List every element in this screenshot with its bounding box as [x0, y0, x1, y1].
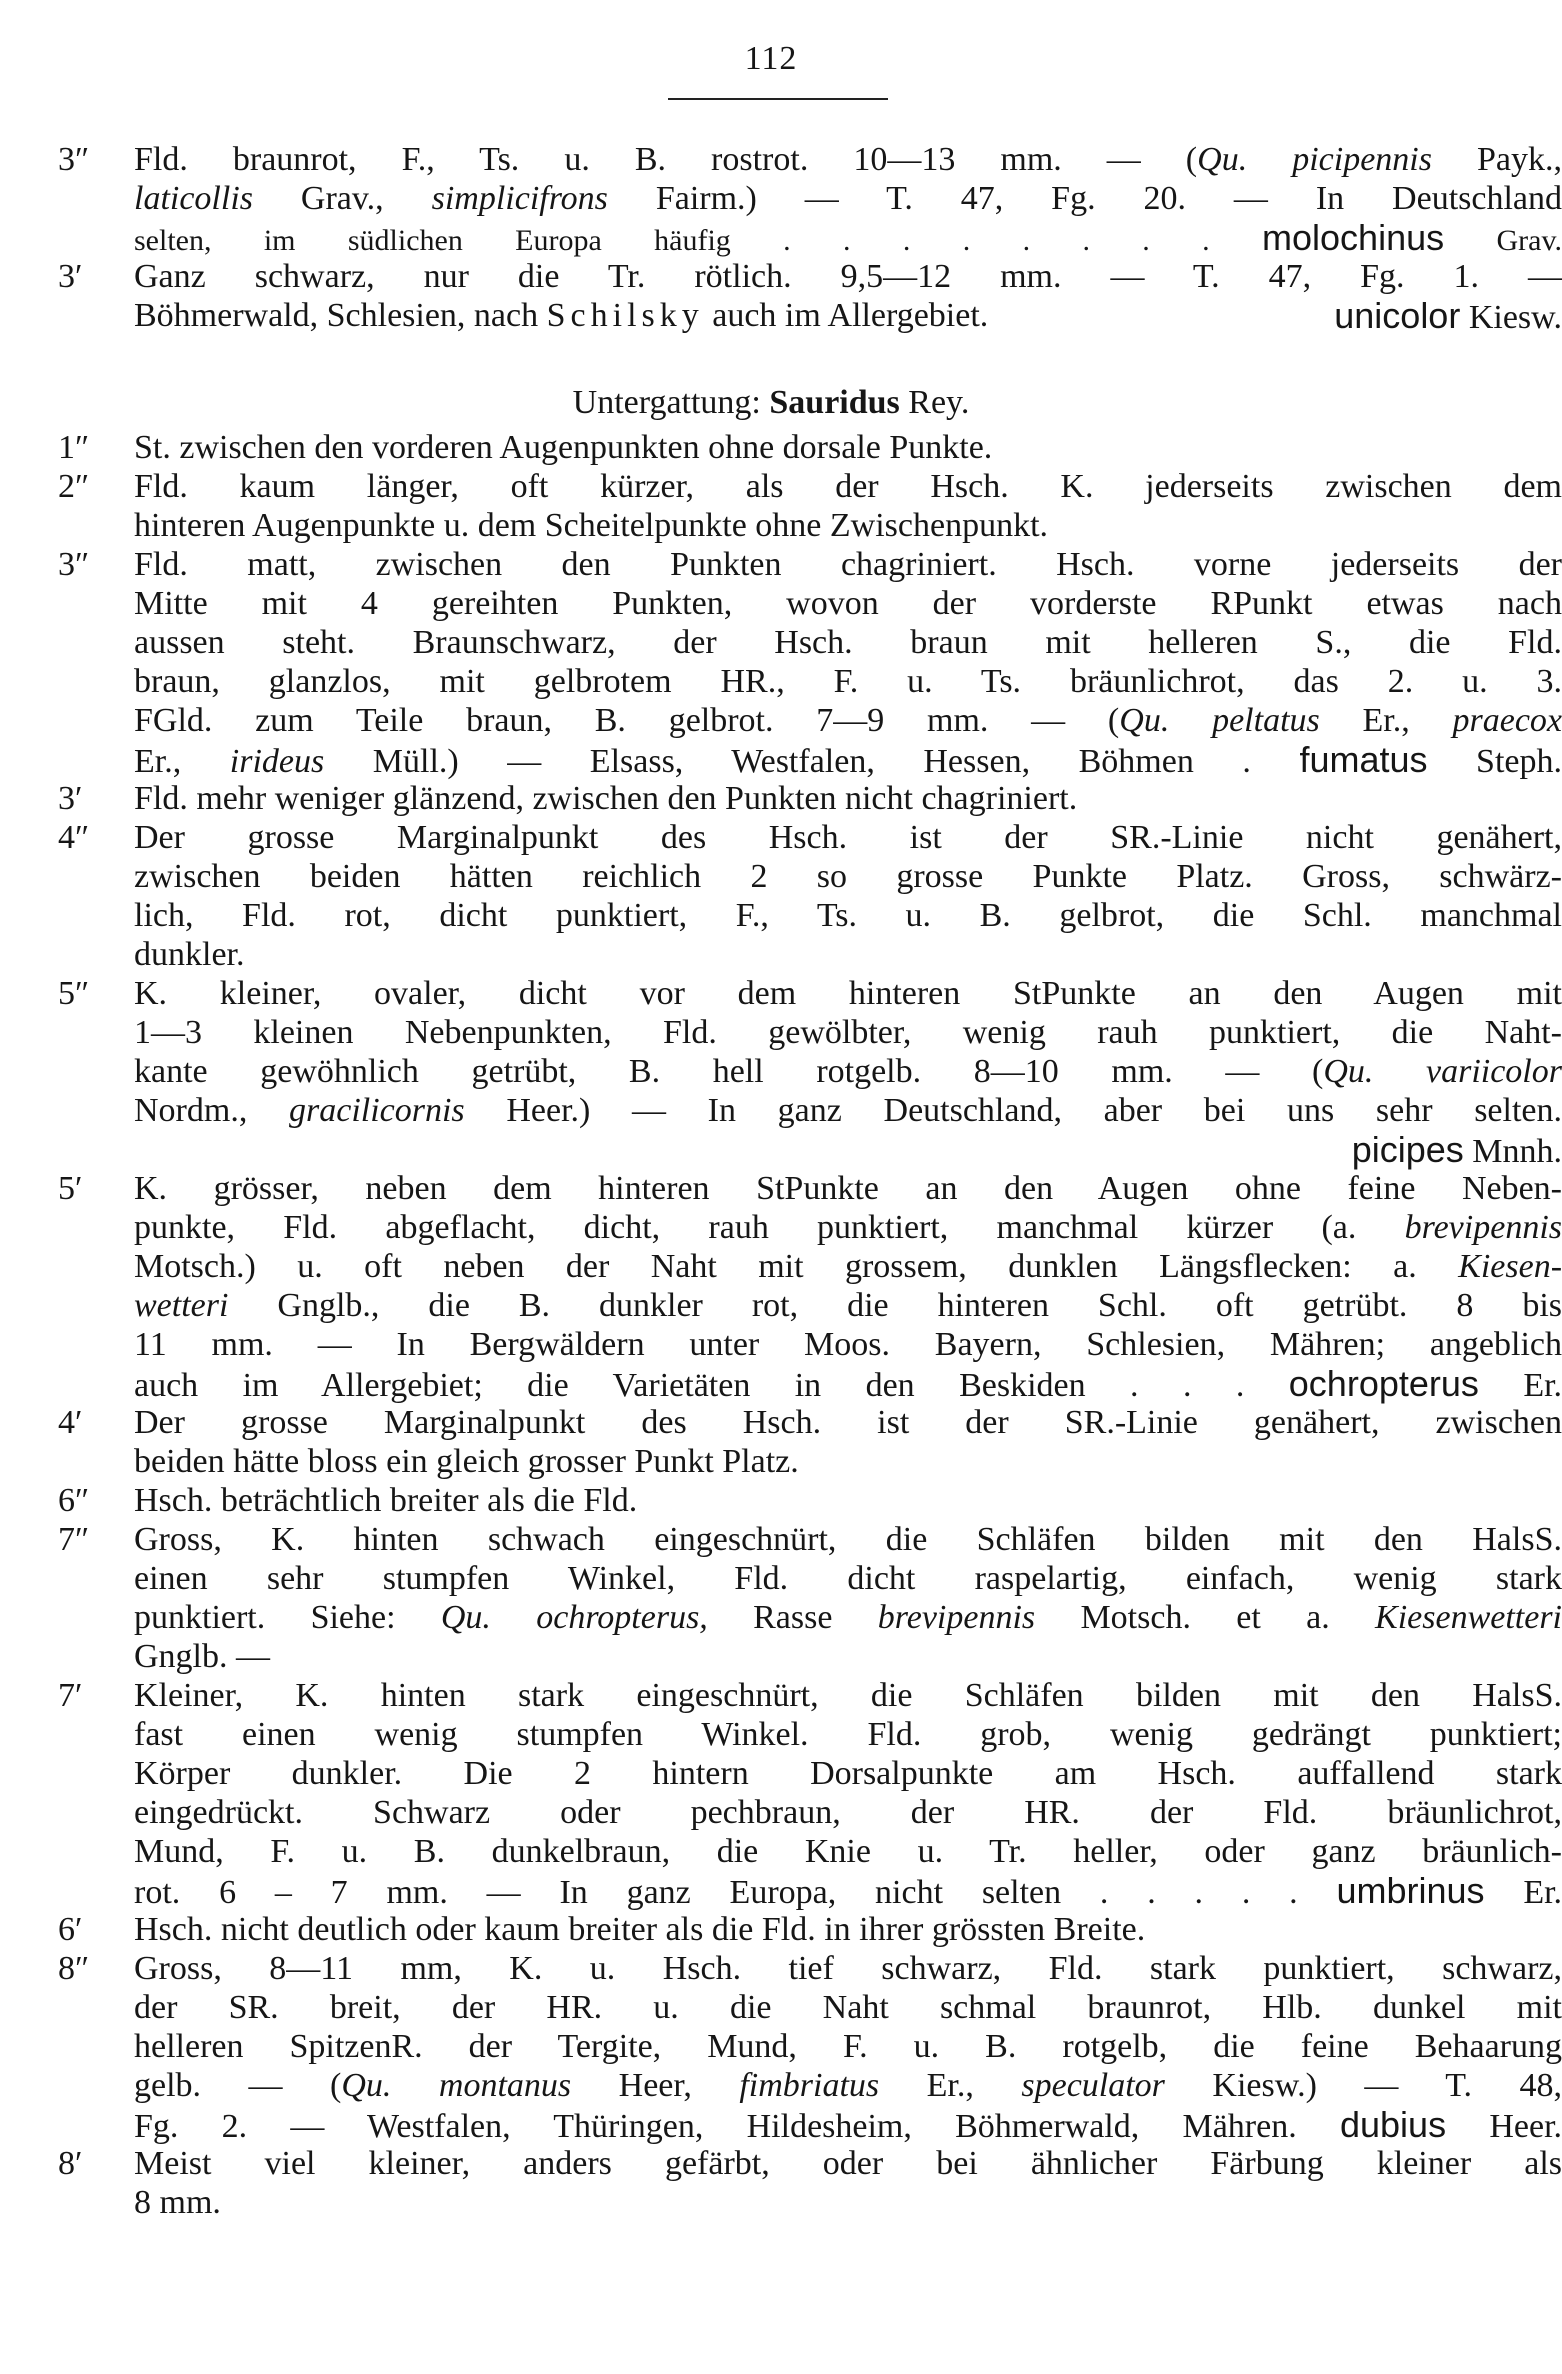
- couplet-number: 8′: [58, 2145, 83, 2182]
- text-line: punktiert. Siehe: Qu. ochropterus, Rasse brevipennis Motsch. et a. Kiesenwetteri: [134, 1599, 1562, 1636]
- text-line: punkte, Fld. abgeflacht, dicht, rauh punktiert, manchmal kürzer (a. brevipennis: [134, 1209, 1562, 1246]
- text-line: Mitte mit 4 gereihten Punkten, wovon der vorderste RPunkt etwas nach: [134, 585, 1562, 622]
- text-line: eingedrückt. Schwarz oder pechbraun, der HR. der Fld. bräunlichrot,: [134, 1794, 1562, 1831]
- text-line: kante gewöhnlich getrübt, B. hell rotgelb. 8—10 mm. — (Qu. variicolor: [134, 1053, 1562, 1090]
- text-line: braun, glanzlos, mit gelbrotem HR., F. u. Ts. bräunlichrot, das 2. u. 3.: [134, 663, 1562, 700]
- text-line: zwischen beiden hätten reichlich 2 so grosse Punkte Platz. Gross, schwärz-: [134, 858, 1562, 895]
- text-line: Fg. 2. — Westfalen, Thüringen, Hildesheim, Böhmerwald, Mähren. dubius Heer.: [134, 2104, 1562, 2145]
- couplet-number: 3″: [58, 141, 90, 178]
- text-line: Körper dunkler. Die 2 hintern Dorsalpunkte am Hsch. auffallend stark: [134, 1755, 1562, 1792]
- text-line: Nordm., gracilicornis Heer.) — In ganz Deutschland, aber bei uns sehr selten.: [134, 1092, 1562, 1129]
- text-line: der SR. breit, der HR. u. die Naht schmal braunrot, Hlb. dunkel mit: [134, 1989, 1562, 2026]
- text-line: Meist viel kleiner, anders gefärbt, oder bei ähnlicher Färbung kleiner als: [134, 2145, 1562, 2182]
- text-line: wetteri Gnglb., die B. dunkler rot, die hinteren Schl. oft getrübt. 8 bis: [134, 1287, 1562, 1324]
- couplet-number: 1″: [58, 429, 90, 466]
- couplet-number: 2″: [58, 468, 90, 505]
- subgenus-heading: Untergattung: Sauridus Rey.: [572, 384, 970, 421]
- text-line: 8 mm.: [134, 2184, 221, 2221]
- text-line: Gross, 8—11 mm, K. u. Hsch. tief schwarz, Fld. stark punktiert, schwarz,: [134, 1950, 1562, 1987]
- text-line: gelb. — (Qu. montanus Heer, fimbriatus Er., speculator Kiesw.) — T. 48,: [134, 2067, 1562, 2104]
- couplet-number: 8″: [58, 1950, 90, 1987]
- text-line: auch im Allergebiet; die Varietäten in den Beskiden . . . ochropterus Er.: [134, 1363, 1562, 1404]
- species-name: molochinus: [1262, 217, 1445, 258]
- text-line: K. kleiner, ovaler, dicht vor dem hinteren StPunkte an den Augen mit: [134, 975, 1562, 1012]
- page-number: 112: [744, 40, 798, 77]
- couplet-number: 4′: [58, 1404, 83, 1441]
- text-line: dunkler.: [134, 936, 245, 973]
- text-line: aussen steht. Braunschwarz, der Hsch. braun mit helleren S., die Fld.: [134, 624, 1562, 661]
- text-line: rot. 6 – 7 mm. — In ganz Europa, nicht selten . . . . . umbrinus Er.: [134, 1870, 1562, 1911]
- header-rule: [668, 98, 888, 100]
- couplet-number: 5′: [58, 1170, 83, 1207]
- text-line: Mund, F. u. B. dunkelbraun, die Knie u. Tr. heller, oder ganz bräunlich-: [134, 1833, 1562, 1870]
- text-line: helleren SpitzenR. der Tergite, Mund, F. u. B. rotgelb, die feine Behaarung: [134, 2028, 1562, 2065]
- text-line: Böhmerwald, Schlesien, nach Schilsky auch im Allergebiet. unicolor Kiesw.: [134, 295, 1562, 336]
- text-line: Motsch.) u. oft neben der Naht mit grossem, dunklen Längsflecken: a. Kiesen-: [134, 1248, 1562, 1285]
- couplet-number: 6′: [58, 1911, 83, 1948]
- text-line: Fld. mehr weniger glänzend, zwischen den Punkten nicht chagriniert.: [134, 780, 1078, 817]
- text-line: Er., irideus Müll.) — Elsass, Westfalen, Hessen, Böhmen . fumatus Steph.: [134, 739, 1562, 780]
- text-line: beiden hätte bloss ein gleich grosser Punkt Platz.: [134, 1443, 799, 1480]
- couplet-number: 7′: [58, 1677, 83, 1714]
- species-name: dubius: [1339, 2104, 1447, 2145]
- species-name: ochropterus: [1288, 1363, 1479, 1404]
- couplet-number: 4″: [58, 819, 90, 856]
- text-line: 1—3 kleinen Nebenpunkten, Fld. gewölbter, wenig rauh punktiert, die Naht-: [134, 1014, 1562, 1051]
- couplet-number: 3″: [58, 546, 90, 583]
- text-line: picipes Mnnh.: [1351, 1129, 1562, 1170]
- text-line: laticollis Grav., simplicifrons Fairm.) — T. 47, Fg. 20. — In Deutschland: [134, 180, 1562, 217]
- species-name: unicolor: [1334, 295, 1461, 336]
- text-line: Fld. kaum länger, oft kürzer, als der Hsch. K. jederseits zwischen dem: [134, 468, 1562, 505]
- text-line: Der grosse Marginalpunkt des Hsch. ist der SR.-Linie nicht genähert,: [134, 819, 1562, 856]
- species-name: picipes: [1351, 1129, 1464, 1170]
- text-line: 11 mm. — In Bergwäldern unter Moos. Bayern, Schlesien, Mähren; angeblich: [134, 1326, 1562, 1363]
- couplet-number: 3′: [58, 258, 83, 295]
- text-line: Hsch. beträchtlich breiter als die Fld.: [134, 1482, 638, 1519]
- text-line: K. grösser, neben dem hinteren StPunkte an den Augen ohne feine Neben-: [134, 1170, 1562, 1207]
- text-line: Gnglb. —: [134, 1638, 270, 1675]
- text-line: selten, im südlichen Europa häufig . . . . . . . . molochinus Grav.: [134, 217, 1562, 258]
- text-line: lich, Fld. rot, dicht punktiert, F., Ts. u. B. gelbrot, die Schl. manchmal: [134, 897, 1562, 934]
- text-line: Der grosse Marginalpunkt des Hsch. ist der SR.-Linie genähert, zwischen: [134, 1404, 1562, 1441]
- species-name: umbrinus: [1336, 1870, 1485, 1911]
- text-line: fast einen wenig stumpfen Winkel. Fld. grob, wenig gedrängt punktiert;: [134, 1716, 1562, 1753]
- text-line: St. zwischen den vorderen Augenpunkten ohne dorsale Punkte.: [134, 429, 993, 466]
- text-line: Kleiner, K. hinten stark eingeschnürt, die Schläfen bilden mit den HalsS.: [134, 1677, 1562, 1714]
- couplet-number: 3′: [58, 780, 83, 817]
- text-line: Fld. matt, zwischen den Punkten chagriniert. Hsch. vorne jederseits der: [134, 546, 1562, 583]
- text-line: Hsch. nicht deutlich oder kaum breiter als die Fld. in ihrer grössten Breite.: [134, 1911, 1146, 1948]
- couplet-number: 5″: [58, 975, 90, 1012]
- text-line: einen sehr stumpfen Winkel, Fld. dicht raspelartig, einfach, wenig stark: [134, 1560, 1562, 1597]
- text-line: Ganz schwarz, nur die Tr. rötlich. 9,5—12 mm. — T. 47, Fg. 1. —: [134, 258, 1562, 295]
- couplet-number: 7″: [58, 1521, 90, 1558]
- text-line: FGld. zum Teile braun, B. gelbrot. 7—9 mm. — (Qu. peltatus Er., praecox: [134, 702, 1562, 739]
- text-line: Fld. braunrot, F., Ts. u. B. rostrot. 10—13 mm. — (Qu. picipennis Payk.,: [134, 141, 1562, 178]
- species-name: fumatus: [1299, 739, 1428, 780]
- text-line: hinteren Augenpunkte u. dem Scheitelpunkte ohne Zwischenpunkt.: [134, 507, 1049, 544]
- text-line: Gross, K. hinten schwach eingeschnürt, die Schläfen bilden mit den HalsS.: [134, 1521, 1562, 1558]
- couplet-number: 6″: [58, 1482, 90, 1519]
